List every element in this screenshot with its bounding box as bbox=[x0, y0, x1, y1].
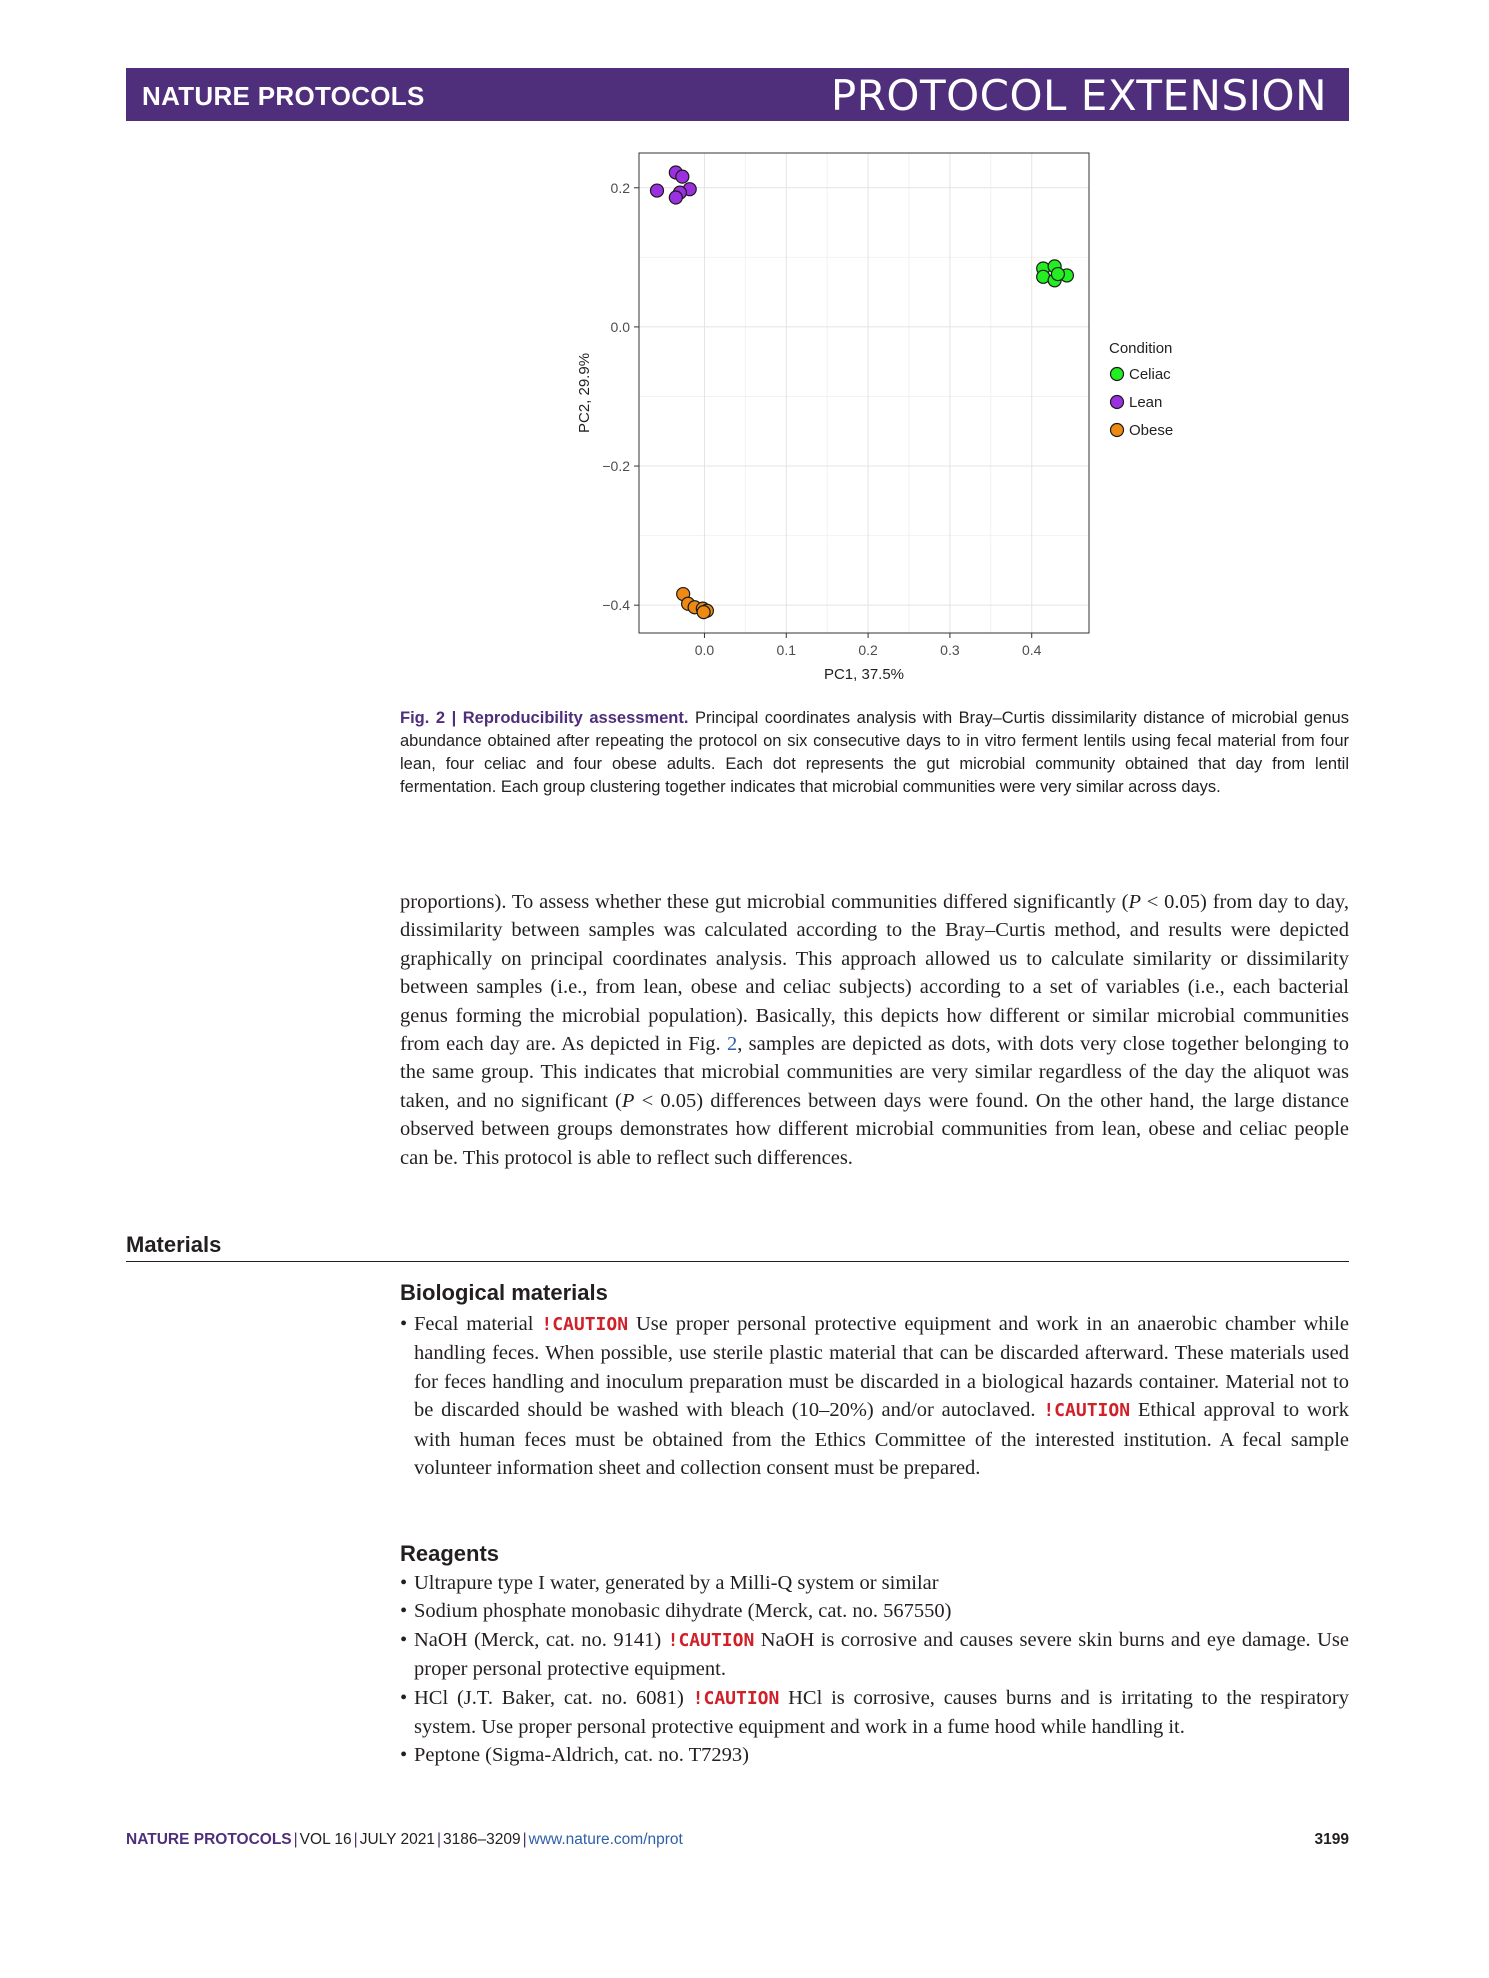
footer-pages: 3186–3209 bbox=[443, 1831, 521, 1848]
italic-p: P bbox=[1128, 891, 1141, 913]
reagents-list bbox=[400, 1569, 1349, 1770]
caution-label: !CAUTION bbox=[692, 1687, 780, 1709]
legend-marker bbox=[1111, 424, 1124, 437]
separator: | bbox=[293, 1831, 298, 1848]
data-point-lean bbox=[676, 170, 689, 183]
y-tick-label: 0.2 bbox=[610, 179, 630, 196]
body-text-run: , samples are depicted as dots, with dots very close together belonging to the same group. This indicates that microbial communities are very similar regardless of the day the aliquot was taken, and no significant ( bbox=[400, 1033, 1349, 1112]
page-number: 3199 bbox=[1314, 1831, 1349, 1848]
footer-volume: VOL 16 bbox=[299, 1831, 352, 1848]
bullet: • bbox=[400, 1313, 408, 1335]
legend-title: Condition bbox=[1109, 340, 1173, 357]
list-item bbox=[400, 1626, 1349, 1684]
legend-marker bbox=[1111, 368, 1124, 381]
caution-label: !CAUTION bbox=[667, 1629, 755, 1651]
footer-citation bbox=[126, 1831, 683, 1849]
list-item bbox=[400, 1684, 1349, 1742]
y-tick-label: −0.4 bbox=[602, 597, 630, 614]
pcoa-scatter-chart bbox=[560, 145, 1200, 695]
caution-label: !CAUTION bbox=[1043, 1400, 1131, 1422]
item-text: Ethical approval to work with human feces must be obtained from the Ethics Committee of the interested institution. A fecal sample volunteer information sheet and collection consent must be prepared. bbox=[414, 1399, 1349, 1480]
item-text: Use proper personal protective equipment and work in an anaerobic chamber while handling feces. When possible, use sterile plastic material that can be discarded afterward. These materials used for feces handling and inoculum preparation must be discarded in a biological hazards container. Material not to be discarded should be washed with bleach (10–20%) and/or autoclaved. bbox=[414, 1313, 1349, 1422]
legend-label: Lean bbox=[1129, 394, 1163, 411]
separator: | bbox=[522, 1831, 527, 1848]
item-text: Ultrapure type I water, generated by a Milli-Q system or similar bbox=[414, 1572, 939, 1594]
data-point-celiac bbox=[1051, 268, 1064, 281]
separator: | bbox=[353, 1831, 358, 1848]
article-type: PROTOCOL EXTENSION bbox=[830, 71, 1327, 120]
legend-label: Obese bbox=[1129, 422, 1174, 439]
x-tick-label: 0.4 bbox=[1021, 642, 1042, 658]
journal-name: NATURE PROTOCOLS bbox=[142, 81, 425, 111]
item-text: HCl (J.T. Baker, cat. no. 6081) bbox=[414, 1686, 693, 1709]
body-text-run: proportions). To assess whether these gut microbial communities differed significantly ( bbox=[400, 891, 1129, 913]
body-text-run: < 0.05) from day to day, dissimilarity between samples was calculated according to the Bray–Curtis method, and results were depicted graphically on principal coordinates analysis. This approach allowed us to calculate similarity or dissimilarity between samples (i.e., from lean, obese and celiac subjects) according to a set of variables (i.e., each bacterial genus forming the microbial population). Basically, this depicts how different or similar microbial communities from each day are. As depicted in Fig. bbox=[400, 891, 1349, 1056]
bullet: • bbox=[400, 1572, 408, 1594]
italic-p: P bbox=[621, 1089, 635, 1112]
data-point-lean bbox=[669, 191, 682, 204]
bullet: • bbox=[400, 1628, 408, 1651]
figure-caption-label: Fig. 2 | Reproducibility assessment. bbox=[400, 709, 689, 727]
y-tick-label: 0.0 bbox=[610, 318, 630, 335]
x-tick-label: 0.2 bbox=[858, 642, 878, 658]
list-item bbox=[400, 1569, 1349, 1597]
data-point-lean bbox=[651, 184, 664, 197]
legend-marker bbox=[1111, 396, 1124, 409]
journal-banner bbox=[126, 68, 1349, 121]
caution-label: !CAUTION bbox=[541, 1314, 629, 1335]
body-text-run: < 0.05) differences between days were found. On the other hand, the large distance observed between groups demonstrates how different microbial communities from lean, obese and celiac people can be. This protocol is able to reflect such differences. bbox=[400, 1089, 1349, 1169]
footer-url-link[interactable]: www.nature.com/nprot bbox=[528, 1831, 683, 1848]
reagents-heading: Reagents bbox=[400, 1541, 500, 1566]
biological-materials-list bbox=[400, 1310, 1349, 1482]
section-divider bbox=[126, 1261, 1349, 1262]
x-axis-label: PC1, 37.5% bbox=[823, 666, 905, 683]
bullet: • bbox=[400, 1686, 408, 1709]
biological-materials-heading: Biological materials bbox=[400, 1280, 608, 1305]
footer-journal: NATURE PROTOCOLS bbox=[126, 1831, 292, 1848]
item-text: Sodium phosphate monobasic dihydrate (Merck, cat. no. 567550) bbox=[414, 1600, 952, 1623]
item-text: HCl is corrosive, causes burns and is irritating to the respiratory system. Use proper personal protective equipment and work in a fume hood while handling it. bbox=[414, 1686, 1350, 1739]
bullet: • bbox=[400, 1744, 408, 1767]
figure-2-link[interactable]: 2 bbox=[726, 1033, 738, 1056]
data-point-obese bbox=[697, 606, 710, 619]
legend-label: Celiac bbox=[1129, 366, 1171, 383]
item-text: NaOH is corrosive and causes severe skin burns and eye damage. Use proper personal protective equipment. bbox=[414, 1628, 1350, 1681]
list-item bbox=[400, 1310, 1349, 1482]
item-text: Fecal material bbox=[414, 1313, 542, 1335]
figure-caption bbox=[400, 707, 1349, 799]
footer-date: JULY 2021 bbox=[359, 1831, 435, 1848]
list-item bbox=[400, 1741, 1349, 1769]
separator: | bbox=[436, 1831, 441, 1848]
x-tick-label: 0.0 bbox=[694, 642, 715, 658]
x-tick-label: 0.3 bbox=[940, 642, 960, 658]
y-tick-label: −0.2 bbox=[602, 458, 630, 475]
list-item bbox=[400, 1597, 1349, 1625]
materials-heading: Materials bbox=[126, 1232, 222, 1257]
item-text: NaOH (Merck, cat. no. 9141) bbox=[414, 1628, 668, 1651]
item-text: Peptone (Sigma-Aldrich, cat. no. T7293) bbox=[414, 1744, 749, 1767]
body-paragraph bbox=[400, 888, 1349, 1172]
bullet: • bbox=[400, 1600, 408, 1623]
figure-caption-text: Principal coordinates analysis with Bray–Curtis dissimilarity distance of microbial genus abundance obtained after repeating the protocol on six consecutive days to in vitro ferment lentils using fecal material from four lean, four celiac and four obese adults. Each dot represents the gut microbial community obtained that day from lentil fermentation. Each group clustering together indicates that microbial communities were very similar across days. bbox=[400, 709, 1349, 796]
plot-panel bbox=[639, 153, 1089, 633]
x-tick-label: 0.1 bbox=[776, 642, 797, 658]
y-axis-label: PC2, 29.9% bbox=[576, 352, 593, 434]
